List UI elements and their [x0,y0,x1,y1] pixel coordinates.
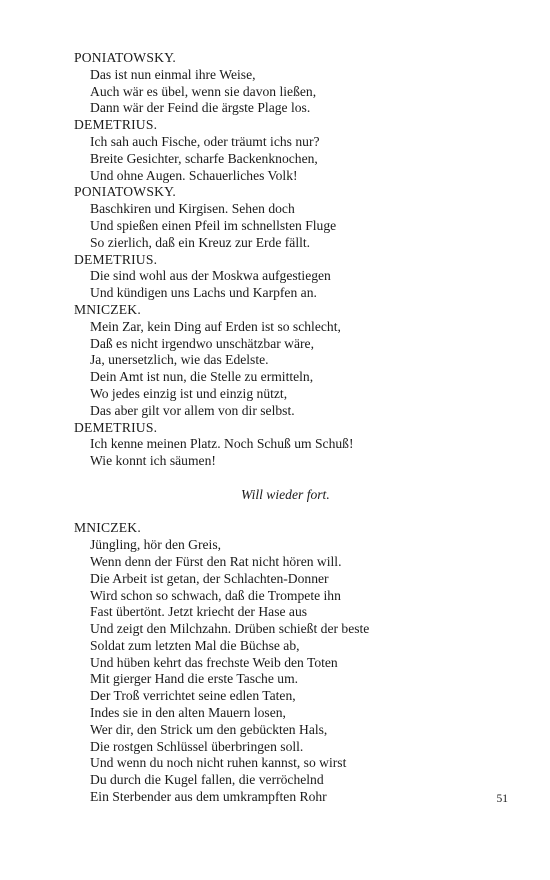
speaker-name: DEMETRIUS. [74,117,158,133]
speaker-name: MNICZEK. [74,520,141,536]
verse-line: Du durch die Kugel fallen, die verröchelnd [90,772,324,788]
verse-line: Wird schon so schwach, daß die Trompete ihn [90,587,341,603]
speaker-name: DEMETRIUS. [74,251,158,267]
speaker-name: MNICZEK. [74,301,141,317]
speaker-name: DEMETRIUS. [74,419,158,435]
verse-line: Die Arbeit ist getan, der Schlachten-Donner [90,570,329,586]
verse-line: Wer dir, den Strick um den gebückten Hals, [90,721,328,737]
verse-line: Das ist nun einmal ihre Weise, [90,66,256,82]
verse-line: Und zeigt den Milchzahn. Drüben schießt der beste [90,621,370,637]
verse-line: Und wenn du noch nicht ruhen kannst, so wirst [90,755,347,771]
verse-line: Daß es nicht irgendwo unschätzbar wäre, [90,335,314,351]
play-text [74,50,514,806]
verse-line: Mein Zar, kein Ding auf Erden ist so schlecht, [90,318,341,334]
verse-line: Dann wär der Feind die ärgste Plage los. [90,100,311,116]
verse-line: Fast übertönt. Jetzt kriecht der Hase aus [90,604,308,620]
verse-line: Und spießen einen Pfeil im schnellsten Fluge [90,217,337,233]
verse-line: Und hüben kehrt das frechste Weib den Toten [90,654,338,670]
verse-line: Das aber gilt vor allem von dir selbst. [90,402,295,418]
verse-line: Die sind wohl aus der Moskwa aufgestiegen [90,268,331,284]
verse-line: Baschkiren und Kirgisen. Sehen doch [90,201,295,217]
page-number: 51 [496,793,508,805]
speaker-name: PONIATOWSKY. [74,184,176,200]
verse-line: Auch wär es übel, wenn sie davon ließen, [90,83,317,99]
verse-line: Breite Gesichter, scharfe Backenknochen, [90,150,318,166]
verse-line: Und kündigen uns Lachs und Karpfen an. [90,285,317,301]
verse-line: Dein Amt ist nun, die Stelle zu ermitteln, [90,369,314,385]
verse-line: Indes sie in den alten Mauern losen, [90,705,286,721]
verse-line: Die rostgen Schlüssel überbringen soll. [90,738,304,754]
verse-line: Soldat zum letzten Mal die Büchse ab, [90,637,300,653]
verse-line: Wenn denn der Fürst den Rat nicht hören will. [90,553,342,569]
verse-line: Der Troß verrichtet seine edlen Taten, [90,688,296,704]
verse-line: Und ohne Augen. Schauerliches Volk! [90,167,298,183]
verse-line: So zierlich, daß ein Kreuz zur Erde fällt. [90,234,311,250]
verse-line: Jüngling, hör den Greis, [90,537,222,553]
verse-line: Ja, unersetzlich, wie das Edelste. [90,352,269,368]
verse-line: Ein Sterbender aus dem umkrampften Rohr [90,789,327,805]
verse-line: Wie konnt ich säumen! [90,453,216,469]
verse-line: Wo jedes einzig ist und einzig nützt, [90,385,288,401]
stage-direction: Will wieder fort. [241,486,330,502]
verse-line: Ich sah auch Fische, oder träumt ichs nur? [90,133,320,149]
verse-line: Mit gierger Hand die erste Tasche um. [90,671,299,687]
speaker-name: PONIATOWSKY. [74,50,176,65]
verse-line: Ich kenne meinen Platz. Noch Schuß um Schuß! [90,436,354,452]
